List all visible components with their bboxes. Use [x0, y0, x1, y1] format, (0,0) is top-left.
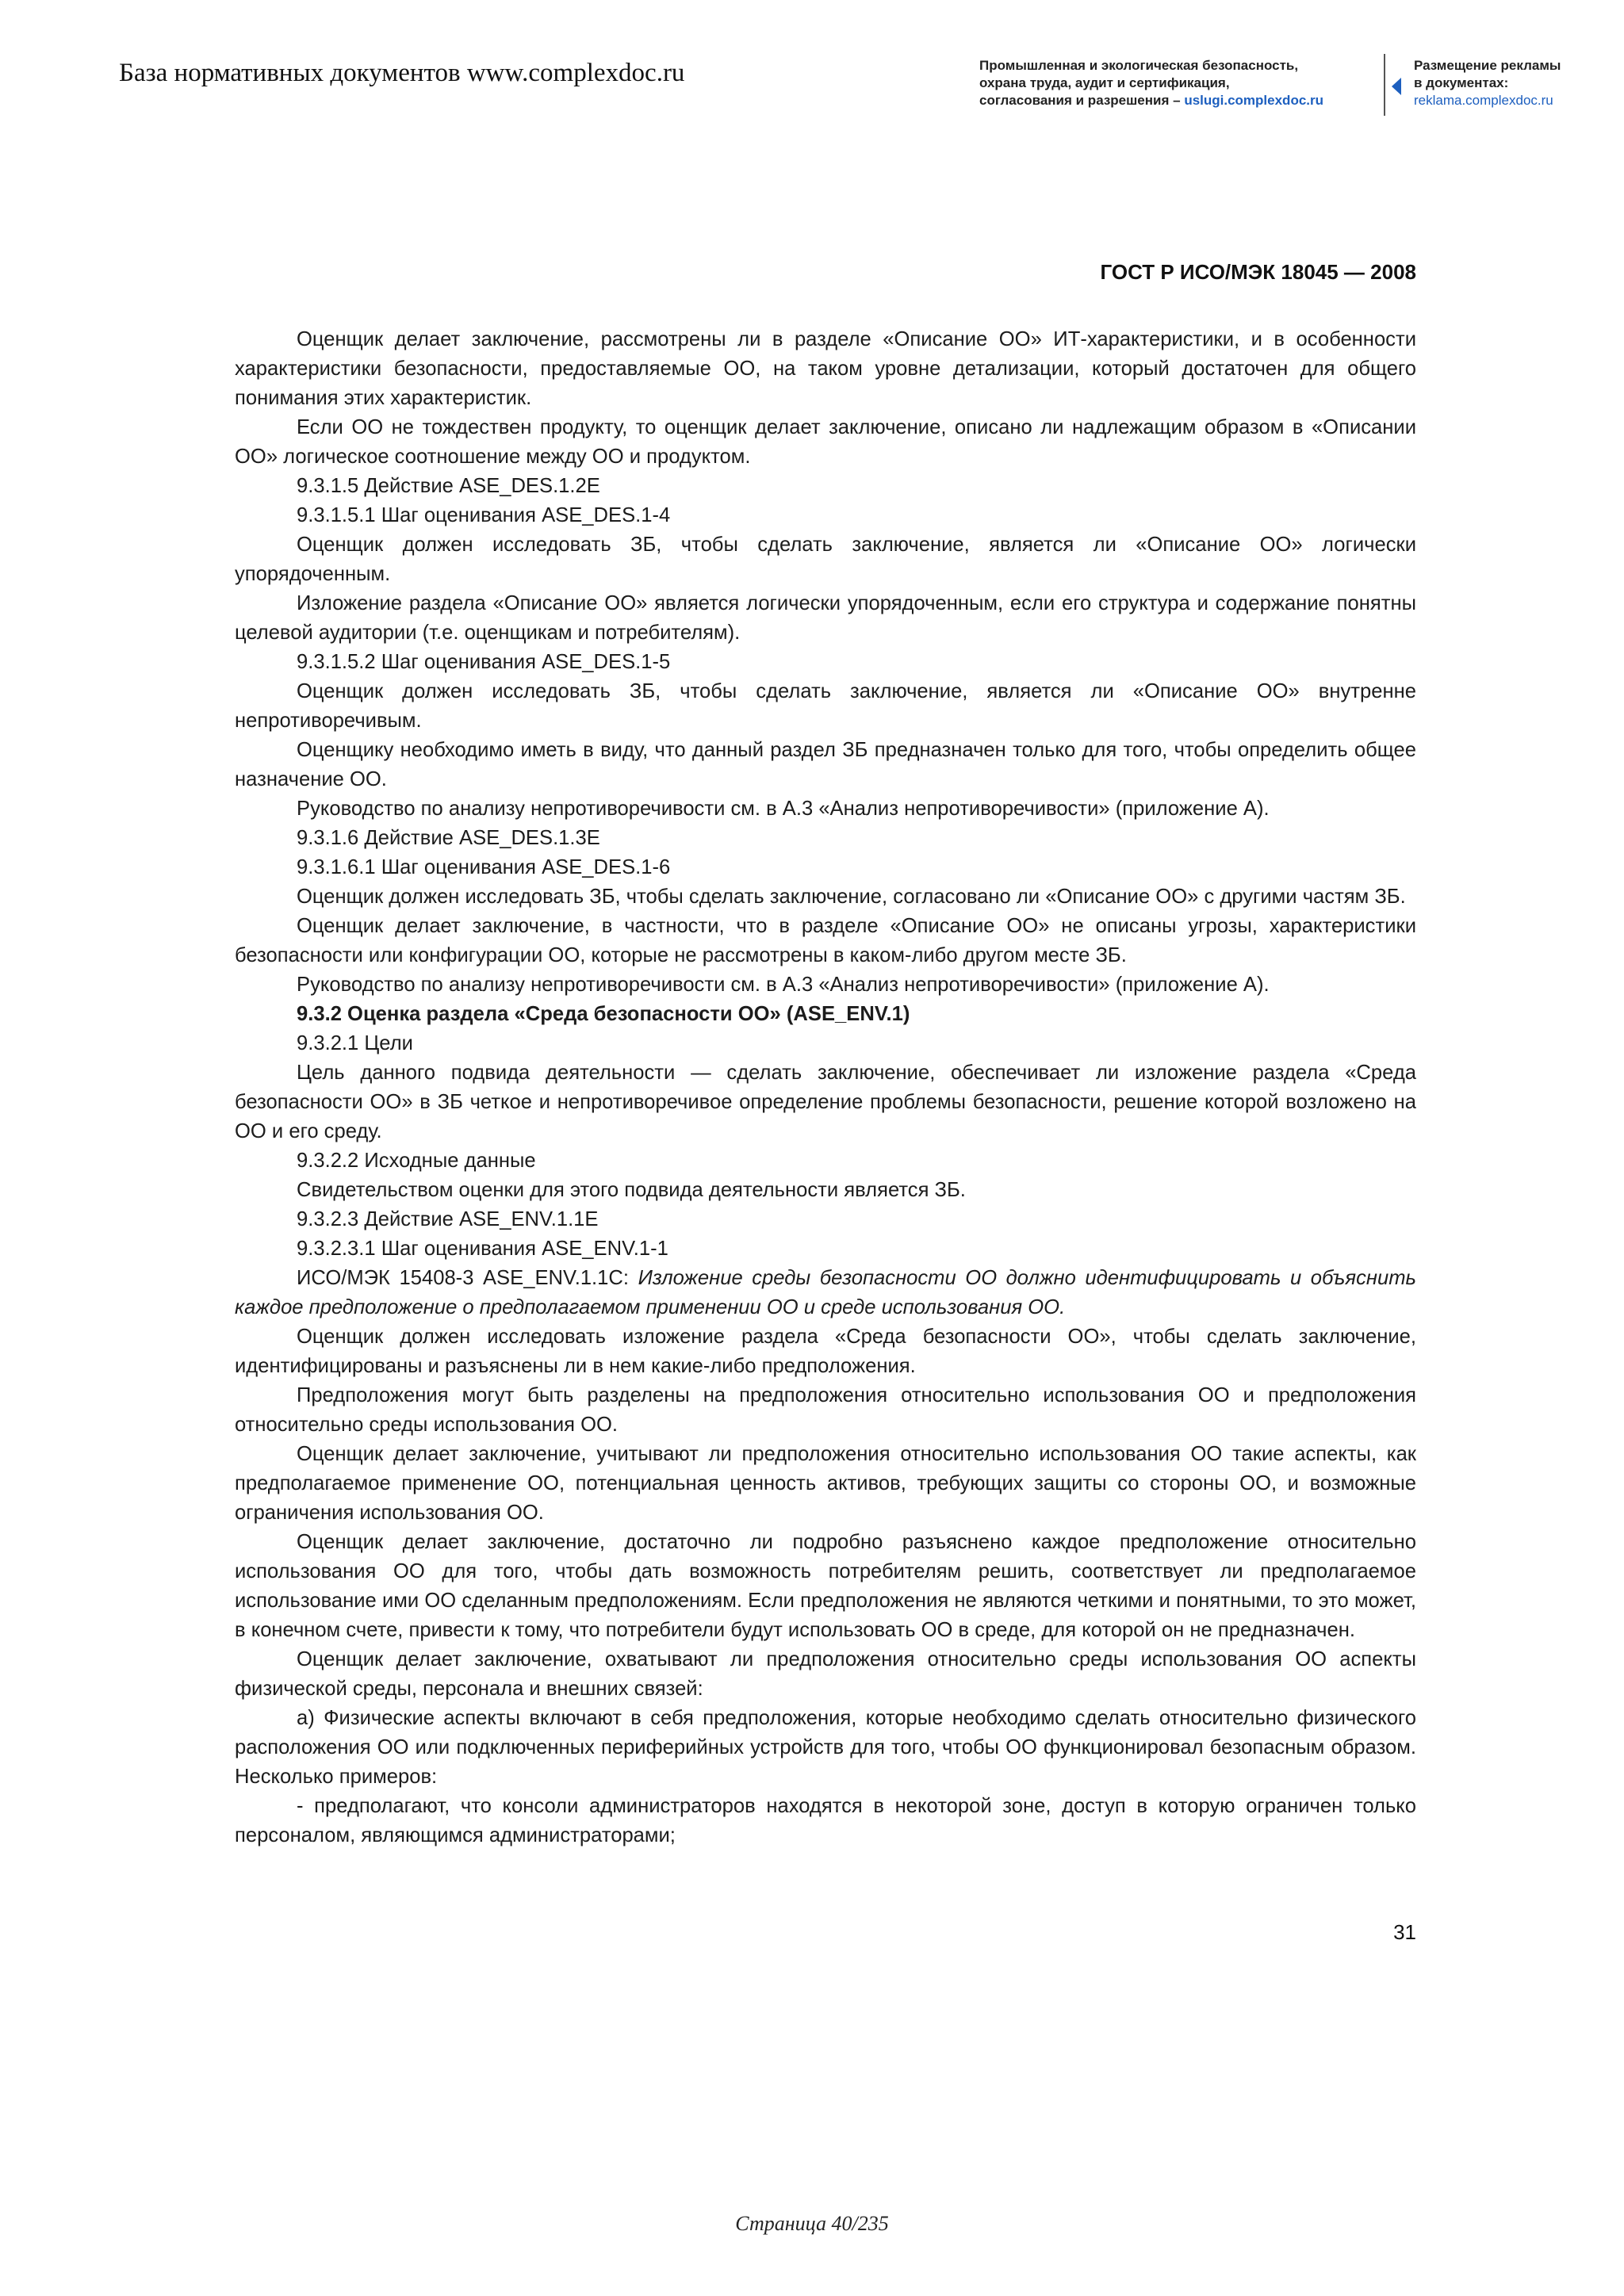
document-body	[235, 325, 1416, 1850]
section-heading: 9.3.1.5.2 Шаг оценивания ASE_DES.1-5	[297, 651, 671, 673]
paragraph: Руководство по анализу непротиворечивости см. в А.3 «Анализ непротиворечивости» (приложение А).	[297, 798, 1270, 820]
paragraph: Цель данного подвида деятельности — сделать заключение, обеспечивает ли изложение раздела «Среда безопасности ОО» в ЗБ четкое и непротиворечивое определение проблемы безопасности, решение которой возложено на ОО и его среду.	[235, 1062, 1416, 1142]
requirement-text: Изложение среды безопасности ОО должно идентифицировать и объяснить каждое предположение о предполагаемом применении ОО и среде использования ОО.	[235, 1267, 1416, 1318]
section-heading: 9.3.2.3 Действие ASE_ENV.1.1E	[297, 1208, 599, 1230]
paragraph: Оценщик должен исследовать изложение раздела «Среда безопасности ОО», чтобы сделать заключение, идентифицированы и разъяснены ли в нем какие-либо предположения.	[235, 1326, 1416, 1377]
paragraph: Оценщик делает заключение, в частности, что в разделе «Описание ОО» не описаны угрозы, характеристики безопасности или конфигурации ОО, которые не рассмотрены в каком-либо другом месте ЗБ.	[235, 915, 1416, 966]
arrow-left-icon	[1392, 78, 1401, 95]
site-title[interactable]: База нормативных документов www.complexdoc.ru	[119, 59, 685, 87]
paragraph: Руководство по анализу непротиворечивости см. в А.3 «Анализ непротиворечивости» (приложение А).	[297, 974, 1270, 996]
paragraph: Оценщику необходимо иметь в виду, что данный раздел ЗБ предназначен только для того, чтобы определить общее назначение ОО.	[235, 739, 1416, 790]
uslugi-link[interactable]: uslugi.complexdoc.ru	[1184, 93, 1324, 108]
paragraph: Оценщик делает заключение, рассмотрены ли в разделе «Описание ОО» ИТ-характеристики, и в особенности характеристики безопасности, предоставляемые ОО, на таком уровне детализации, который достаточен для общего понимания этих характеристик.	[235, 328, 1416, 409]
promo-services-line3	[979, 92, 1376, 109]
section-heading: 9.3.1.5 Действие ASE_DES.1.2E	[297, 475, 600, 497]
promo-services-prefix: согласования и разрешения –	[979, 93, 1185, 108]
paragraph: Оценщик делает заключение, охватывают ли предположения относительно среды использования ОО аспекты физической среды, персонала и внешних связей:	[235, 1648, 1416, 1700]
promo-services	[979, 57, 1376, 109]
page-footer: Страница 40/235	[735, 2212, 889, 2235]
requirement-paragraph	[235, 1264, 1416, 1322]
section-heading: 9.3.1.5.1 Шаг оценивания ASE_DES.1-4	[297, 504, 671, 526]
paragraph: а) Физические аспекты включают в себя предположения, которые необходимо сделать относительно физического расположения ОО или подключенных периферийных устройств для того, чтобы ОО функционировал безопасным образом. Несколько примеров:	[235, 1707, 1416, 1788]
requirement-ref: ИСО/МЭК 15408-3 ASE_ENV.1.1C:	[297, 1267, 638, 1289]
list-item: - предполагают, что консоли администраторов находятся в некоторой зоне, доступ в которую ограничен только персоналом, являющимся администраторами;	[235, 1795, 1416, 1846]
section-title: 9.3.2 Оценка раздела «Среда безопасности ОО» (ASE_ENV.1)	[297, 1003, 910, 1025]
section-heading: 9.3.1.6.1 Шаг оценивания ASE_DES.1-6	[297, 856, 671, 878]
paragraph: Оценщик должен исследовать ЗБ, чтобы сделать заключение, является ли «Описание ОО» логически упорядоченным.	[235, 534, 1416, 585]
promo-advertising-line1: Размещение рекламы	[1414, 58, 1561, 73]
section-heading: 9.3.1.6 Действие ASE_DES.1.3E	[297, 827, 600, 849]
paragraph: Изложение раздела «Описание ОО» является логически упорядоченным, если его структура и содержание понятны целевой аудитории (т.е. оценщикам и потребителям).	[235, 592, 1416, 644]
section-heading: 9.3.2.2 Исходные данные	[297, 1150, 536, 1172]
page-number: 31	[1393, 1920, 1416, 1944]
paragraph: Свидетельством оценки для этого подвида деятельности является ЗБ.	[297, 1179, 966, 1201]
reklama-link[interactable]: reklama.complexdoc.ru	[1414, 93, 1553, 108]
document-code: ГОСТ Р ИСО/МЭК 18045 — 2008	[1100, 260, 1416, 284]
promo-advertising	[1414, 57, 1604, 109]
paragraph: Если ОО не тождествен продукту, то оценщик делает заключение, описано ли надлежащим образом в «Описании ОО» логическое соотношение между ОО и продуктом.	[235, 416, 1416, 468]
paragraph: Оценщик должен исследовать ЗБ, чтобы сделать заключение, является ли «Описание ОО» внутренне непротиворечивым.	[235, 680, 1416, 732]
paragraph: Оценщик делает заключение, учитывают ли предположения относительно использования ОО такие аспекты, как предполагаемое применение ОО, потенциальная ценность активов, требующих защиты со стороны ОО, и возможные ограничения использования ОО.	[235, 1443, 1416, 1524]
promo-services-line2: охрана труда, аудит и сертификация,	[979, 75, 1230, 90]
promo-advertising-line2: в документах:	[1414, 75, 1509, 90]
promo-divider	[1384, 54, 1385, 116]
paragraph: Оценщик делает заключение, достаточно ли подробно разъяснено каждое предположение относительно использования ОО для того, чтобы дать возможность потребителям решить, соответствует ли предполагаемое использование ими ОО сделанным предположениям. Если предположения не являются четкими и понятными, то это может, в конечном счете, привести к тому, что потребители будут использовать ОО в среде, для которой он не предназначен.	[235, 1531, 1416, 1641]
section-heading: 9.3.2.3.1 Шаг оценивания ASE_ENV.1-1	[297, 1238, 668, 1260]
paragraph: Оценщик должен исследовать ЗБ, чтобы сделать заключение, согласовано ли «Описание ОО» с другими частям ЗБ.	[297, 886, 1406, 908]
paragraph: Предположения могут быть разделены на предположения относительно использования ОО и предположения относительно среды использования ОО.	[235, 1384, 1416, 1436]
section-heading: 9.3.2.1 Цели	[297, 1032, 413, 1054]
promo-services-line1: Промышленная и экологическая безопасность,	[979, 58, 1299, 73]
